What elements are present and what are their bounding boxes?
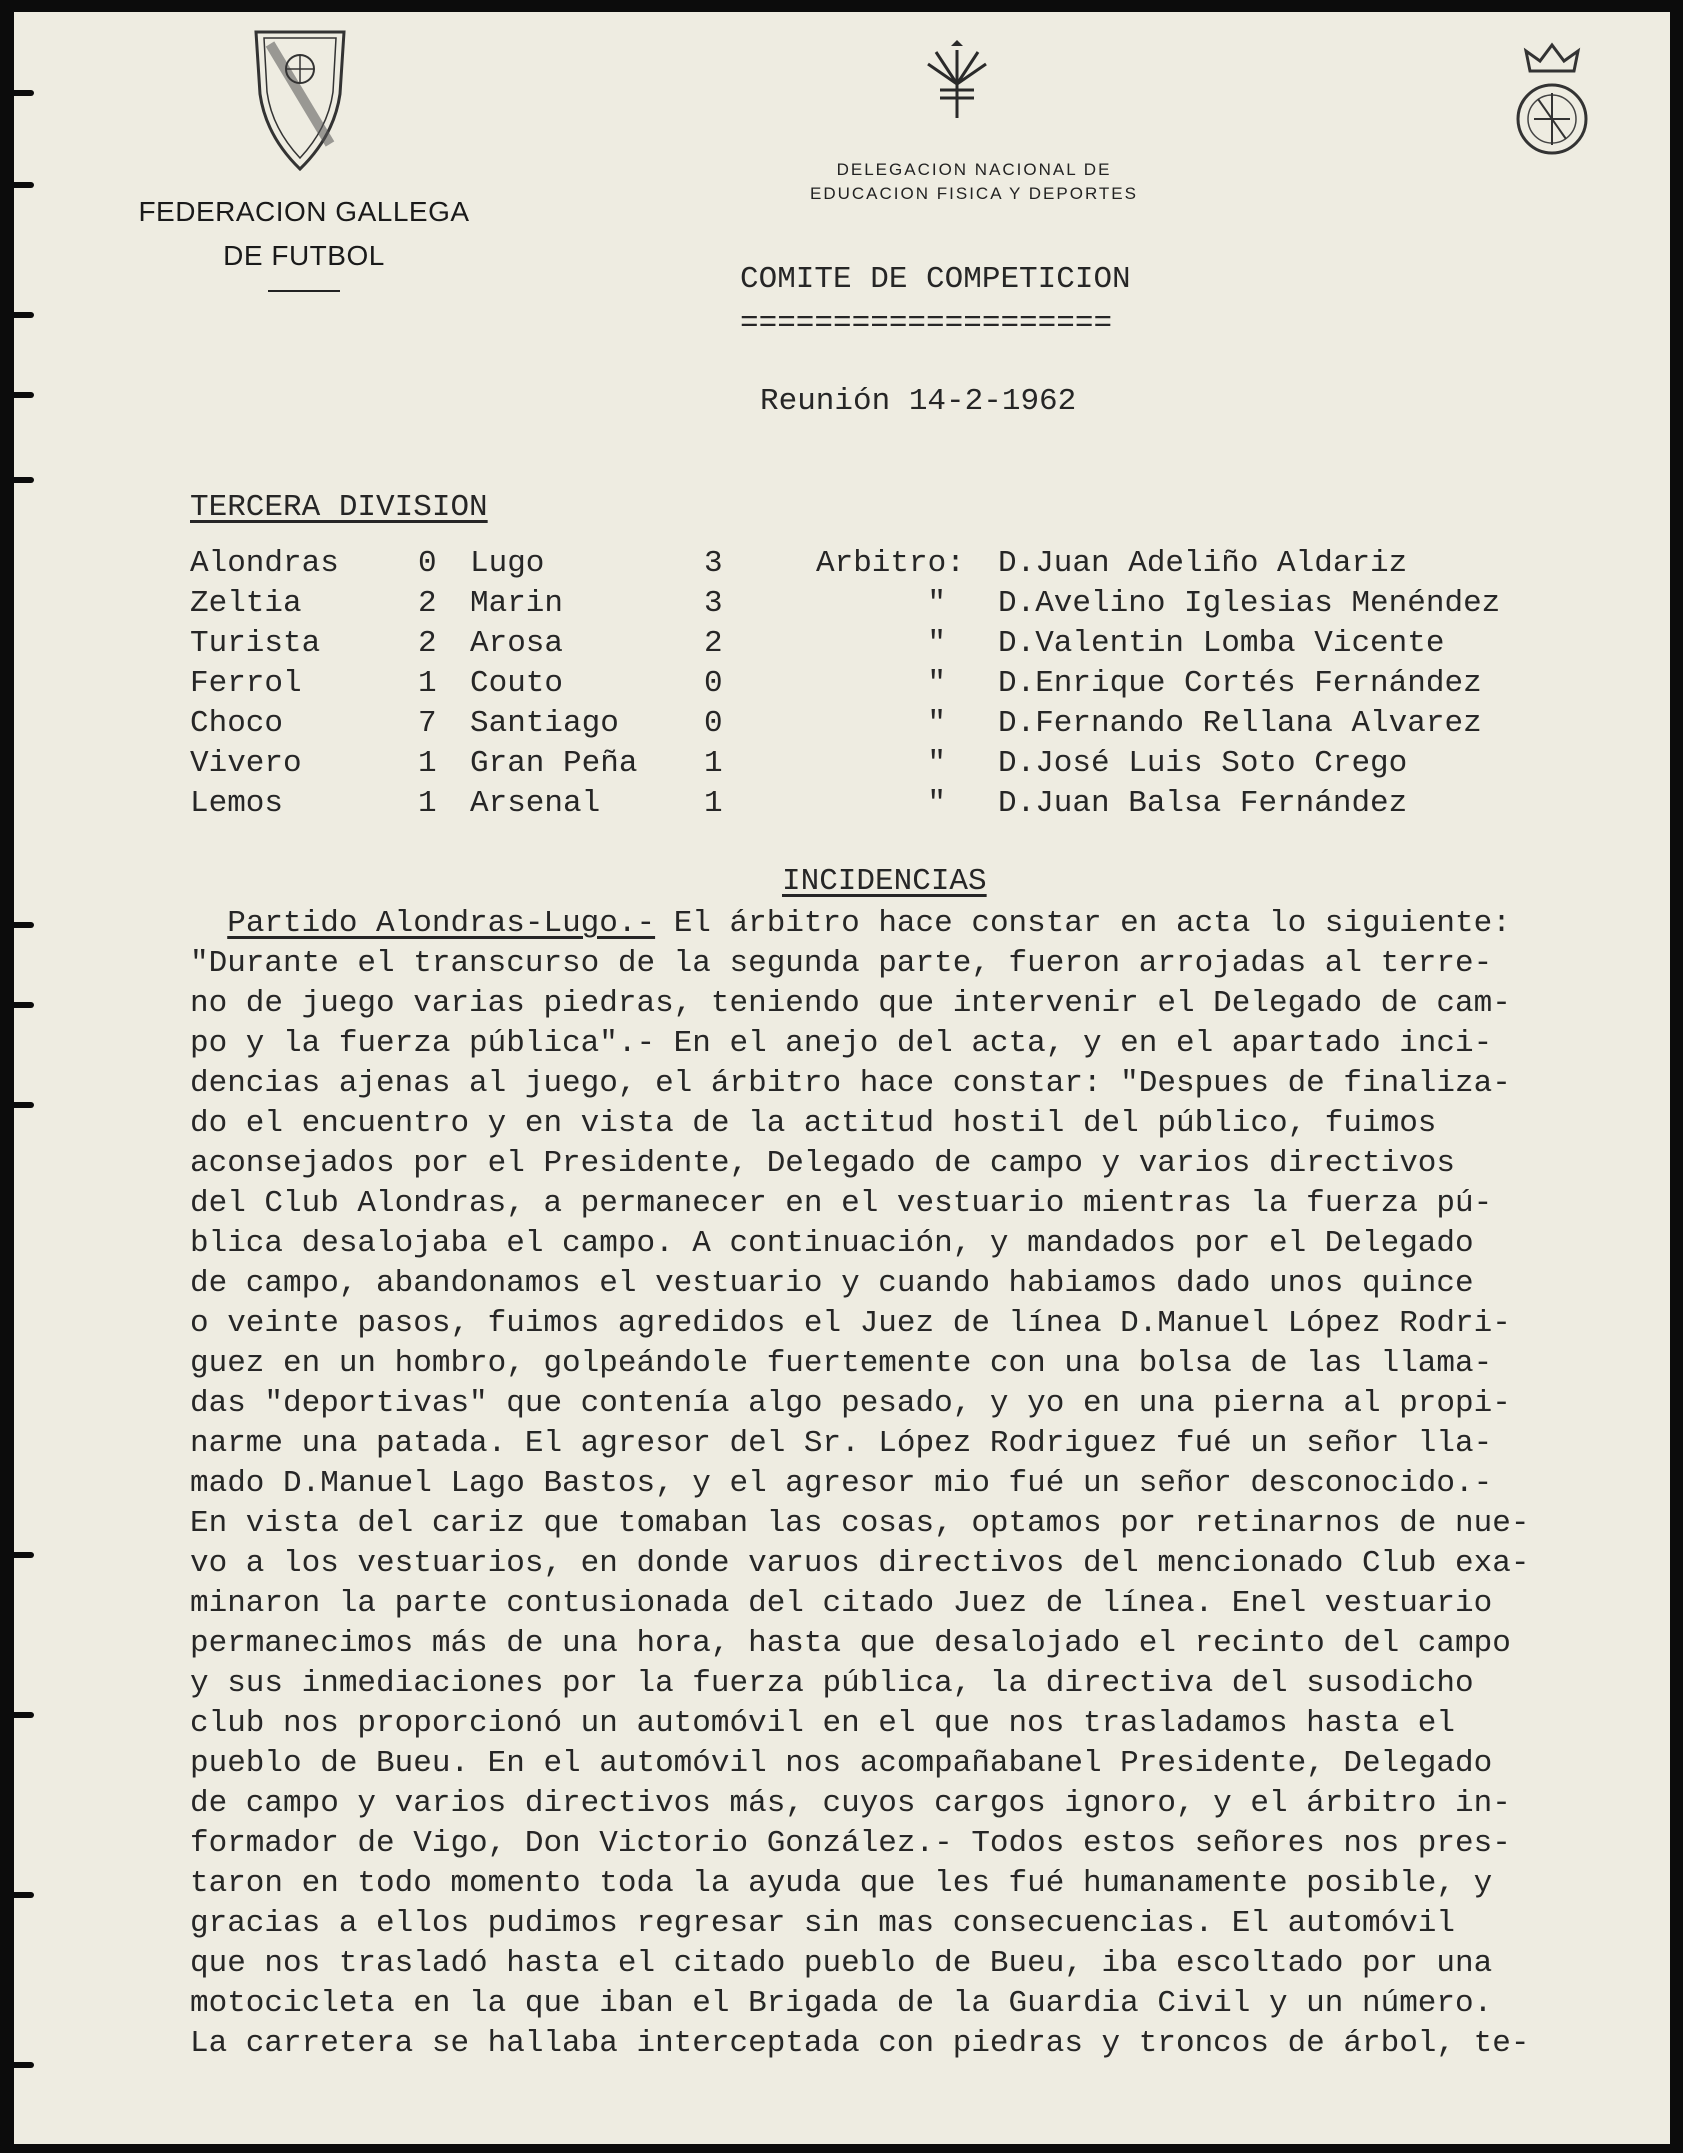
body-line: narme una patada. El agresor del Sr. López Rodriguez fué un señor lla- [190, 1426, 1493, 1461]
body-line: gracias a ellos pudimos regresar sin mas consecuencias. El automóvil [190, 1906, 1456, 1941]
table-row [190, 584, 1590, 624]
ditto-mark: " [927, 746, 946, 781]
table-row [190, 624, 1590, 664]
away-team: Marin [470, 586, 564, 621]
federation-crest-icon [250, 24, 350, 174]
home-score: 1 [418, 786, 437, 821]
ditto-mark: " [927, 666, 946, 701]
incidencias-heading: INCIDENCIAS [782, 864, 987, 899]
delegation-line-1: DELEGACION NACIONAL DE [836, 160, 1112, 179]
away-score: 0 [704, 706, 723, 741]
body-line: dencias ajenas al juego, el árbitro hace constar: "Despues de finaliza- [190, 1066, 1511, 1101]
away-score: 1 [704, 786, 723, 821]
federation-name [114, 190, 494, 292]
away-score: 3 [704, 586, 723, 621]
away-team: Arosa [470, 626, 564, 661]
body-line: que nos trasladó hasta el citado pueblo de Bueu, iba escoltado por una [190, 1946, 1493, 1981]
home-team: Turista [190, 626, 321, 661]
table-row [190, 544, 1590, 584]
table-row [190, 704, 1590, 744]
body-line: vo a los vestuarios, en donde varuos directivos del mencionado Club exa- [190, 1546, 1530, 1581]
body-line: mado D.Manuel Lago Bastos, y el agresor mio fué un señor desconocido.- [190, 1466, 1493, 1501]
away-score: 0 [704, 666, 723, 701]
away-team: Gran Peña [470, 746, 638, 781]
incidencias-body [190, 904, 1660, 2064]
home-score: 1 [418, 746, 437, 781]
referee-name: D.Juan Balsa Fernández [998, 786, 1408, 821]
division-heading: TERCERA DIVISION [190, 490, 488, 525]
referee-name: D.Avelino Iglesias Menéndez [998, 586, 1501, 621]
body-line: del Club Alondras, a permanecer en el vestuario mientras la fuerza pú- [190, 1186, 1493, 1221]
body-line: de campo, abandonamos el vestuario y cuando habiamos dado unos quince [190, 1266, 1474, 1301]
first-line-rest: El árbitro hace constar en acta lo siguiente: [655, 906, 1511, 941]
body-line: minaron la parte contusionada del citado Juez de línea. Enel vestuario [190, 1586, 1493, 1621]
body-line: y sus inmediaciones por la fuerza pública, la directiva del susodicho [190, 1666, 1474, 1701]
body-line: o veinte pasos, fuimos agredidos el Juez de línea D.Manuel López Rodri- [190, 1306, 1511, 1341]
home-score: 2 [418, 626, 437, 661]
body-line: aconsejados por el Presidente, Delegado de campo y varios directivos [190, 1146, 1456, 1181]
body-line: taron en todo momento toda la ayuda que les fué humanamente posible, y [190, 1866, 1493, 1901]
referee-name: D.Fernando Rellana Alvarez [998, 706, 1482, 741]
home-team: Choco [190, 706, 284, 741]
home-score: 1 [418, 666, 437, 701]
ditto-mark: " [927, 786, 946, 821]
away-score: 1 [704, 746, 723, 781]
away-team: Santiago [470, 706, 619, 741]
federation-line-1: FEDERACION GALLEGA [138, 196, 470, 227]
home-team: Ferrol [190, 666, 302, 701]
away-team: Couto [470, 666, 564, 701]
crowned-crest-icon [1512, 37, 1592, 167]
body-line: "Durante el transcurso de la segunda parte, fueron arrojadas al terre- [190, 946, 1493, 981]
away-team: Lugo [470, 546, 545, 581]
ditto-mark: " [927, 706, 946, 741]
body-line: permanecimos más de una hora, hasta que desalojado el recinto del campo [190, 1626, 1511, 1661]
body-line: do el encuentro y en vista de la actitud hostil del público, fuimos [190, 1106, 1437, 1141]
home-score: 2 [418, 586, 437, 621]
body-line: de campo y varios directivos más, cuyos cargos ignoro, y el árbitro in- [190, 1786, 1511, 1821]
document-page [14, 12, 1670, 2144]
home-team: Zeltia [190, 586, 302, 621]
match-title: Partido Alondras-Lugo.- [227, 906, 656, 941]
body-line: club nos proporcionó un automóvil en el que nos trasladamos hasta el [190, 1706, 1456, 1741]
table-row [190, 784, 1590, 824]
home-team: Vivero [190, 746, 302, 781]
body-line: guez en un hombro, golpeándole fuertemente con una bolsa de las llama- [190, 1346, 1493, 1381]
home-score: 7 [418, 706, 437, 741]
body-line: blica desalojaba el campo. A continuación, y mandados por el Delegado [190, 1226, 1474, 1261]
arrows-emblem-icon [922, 40, 992, 122]
body-line: das "deportivas" que contenía algo pesado, y yo en una pierna al propi- [190, 1386, 1511, 1421]
arbitro-label: Arbitro: [816, 546, 965, 581]
body-line: no de juego varias piedras, teniendo que intervenir el Delegado de cam- [190, 986, 1511, 1021]
body-line: En vista del cariz que tomaban las cosas, optamos por retinarnos de nue- [190, 1506, 1530, 1541]
table-row [190, 664, 1590, 704]
meeting-date: Reunión 14-2-1962 [760, 384, 1077, 419]
away-score: 2 [704, 626, 723, 661]
committee-rule: ==================== [740, 306, 1113, 341]
body-line: La carretera se hallaba interceptada con piedras y troncos de árbol, te- [190, 2026, 1530, 2061]
referee-name: D.Enrique Cortés Fernández [998, 666, 1482, 701]
home-score: 0 [418, 546, 437, 581]
away-team: Arsenal [470, 786, 601, 821]
referee-name: D.Juan Adeliño Aldariz [998, 546, 1408, 581]
federation-underline [268, 290, 340, 292]
delegation-name [714, 158, 1234, 206]
table-row [190, 744, 1590, 784]
referee-name: D.Valentin Lomba Vicente [998, 626, 1445, 661]
ditto-mark: " [927, 626, 946, 661]
federation-line-2: DE FUTBOL [223, 240, 385, 271]
delegation-line-2: EDUCACION FISICA Y DEPORTES [810, 184, 1138, 203]
home-team: Alondras [190, 546, 339, 581]
body-line: po y la fuerza pública".- En el anejo del acta, y en el apartado inci- [190, 1026, 1493, 1061]
body-line: pueblo de Bueu. En el automóvil nos acompañabanel Presidente, Delegado [190, 1746, 1493, 1781]
body-line: motocicleta en la que iban el Brigada de la Guardia Civil y un número. [190, 1986, 1493, 2021]
body-line-first [190, 904, 1660, 944]
referee-name: D.José Luis Soto Crego [998, 746, 1408, 781]
away-score: 3 [704, 546, 723, 581]
committee-title: COMITE DE COMPETICION [740, 262, 1131, 297]
body-line: formador de Vigo, Don Victorio González.- Todos estos señores nos pres- [190, 1826, 1511, 1861]
ditto-mark: " [927, 586, 946, 621]
home-team: Lemos [190, 786, 284, 821]
